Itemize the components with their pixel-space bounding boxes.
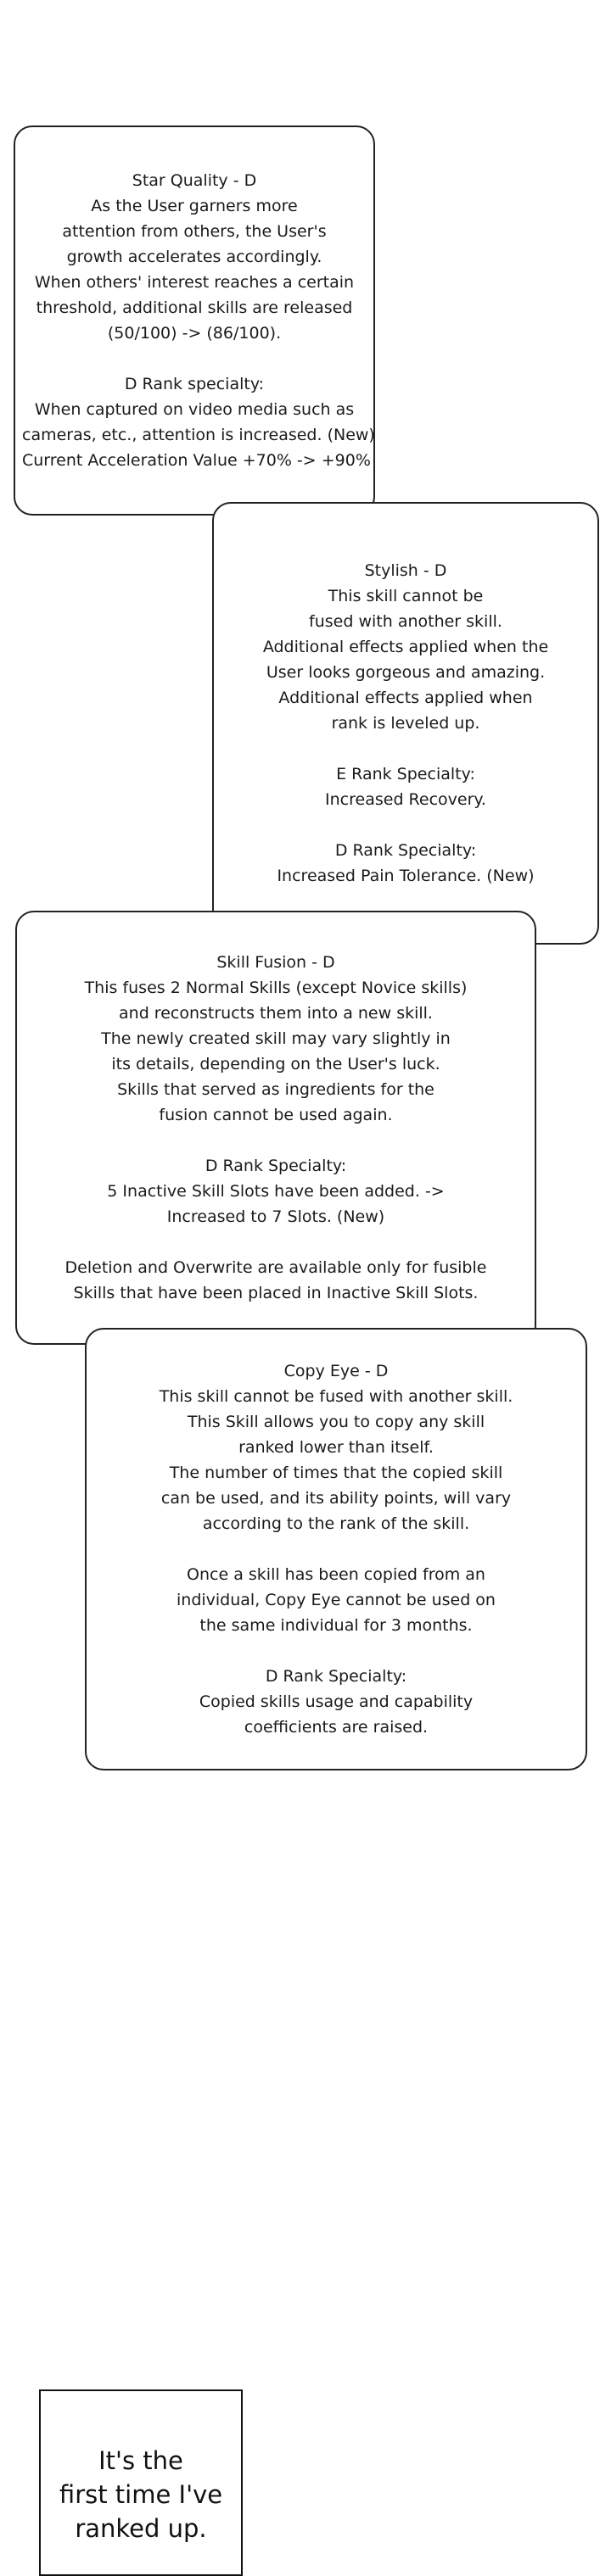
skill-description-line: rank is leveled up. [331,714,480,733]
skill-description-line: 5 Inactive Skill Slots have been added. -> [107,1182,445,1201]
skill-description-line: User looks gorgeous and amazing. [266,663,546,682]
skill-description-line: When captured on video media such as [34,400,355,419]
skill-description-line: This skill cannot be [328,587,484,605]
skill-description-line: As the User garners more [91,197,298,215]
skill-description-line: Once a skill has been copied from an [187,1565,485,1584]
spacer [22,346,367,371]
skill-description-line: the same individual for 3 months. [199,1616,473,1635]
skill-description-line: Increased Pain Tolerance. (New) [277,867,535,885]
skill-panel-copy-eye [85,1328,587,1770]
speech-line: ranked up. [75,2514,207,2543]
skill-panel-skill-fusion [15,911,536,1345]
rank-specialty-heading: D Rank specialty: [124,375,265,393]
skill-description-line: This fuses 2 Normal Skills (except Novice skills) [84,979,468,997]
skill-panel-skill-fusion-text [17,950,535,1306]
skill-description-line: Additional effects applied when the [262,638,549,656]
skill-description-line: Increased Recovery. [325,790,486,809]
spacer [221,736,591,761]
skill-panel-stylish [212,502,599,945]
skill-description-line: can be used, and its ability points, will vary [160,1489,512,1508]
skill-description-line: This Skill allows you to copy any skill [187,1413,485,1431]
skill-description-line: growth accelerates accordingly. [66,248,322,266]
spacer [24,1229,528,1255]
skill-description-line: The number of times that the copied skill [169,1464,503,1482]
skill-panel-stylish-text [214,558,597,889]
skill-description-line: Additional effects applied when [278,689,533,707]
spacer [93,1638,579,1664]
skill-description-line: according to the rank of the skill. [202,1514,470,1533]
skill-description-line: fusion cannot be used again. [159,1106,393,1124]
rank-specialty-heading: E Rank Specialty: [336,765,475,783]
spacer [93,1536,579,1562]
rank-specialty-heading: D Rank Specialty: [334,841,477,860]
skill-description-line: Copied skills usage and capability [199,1692,474,1711]
skill-description-line: cameras, etc., attention is increased. (New) [22,426,375,444]
skill-description-line: and reconstructs them into a new skill. [119,1004,433,1023]
skill-panel-star-quality [14,125,375,516]
skill-panel-star-quality-text [15,168,373,473]
skill-description-line: When others' interest reaches a certain [34,273,355,292]
spacer [24,1128,528,1153]
skill-description-line: Deletion and Overwrite are available only for fusible [64,1258,487,1277]
skill-description-line: individual, Copy Eye cannot be used on [177,1591,496,1609]
speech-line: It's the [98,2446,183,2475]
skill-description-line: The newly created skill may vary slightly in [101,1029,451,1048]
skill-description-line: This skill cannot be fused with another skill. [159,1387,513,1406]
skill-title: Skill Fusion - D [216,953,335,972]
skill-title: Copy Eye - D [283,1362,389,1380]
skill-description-line: its details, depending on the User's luck. [111,1055,440,1073]
skill-panel-copy-eye-text [87,1358,586,1740]
spacer [221,812,591,838]
skill-description-line: threshold, additional skills are released [36,298,353,317]
speech-caption-box [39,2389,243,2576]
rank-specialty-heading: D Rank Specialty: [265,1667,407,1686]
skill-description-line: fused with another skill. [309,612,502,631]
skill-description-line: Increased to 7 Slots. (New) [166,1207,385,1226]
skill-description-line: (50/100) -> (86/100). [107,324,282,343]
rank-specialty-heading: D Rank Specialty: [205,1157,347,1175]
skill-title: Star Quality - D [132,171,257,190]
skill-description-line: coefficients are raised. [244,1718,429,1737]
skill-description-line: Skills that have been placed in Inactive Skill Slots. [73,1284,479,1302]
skill-description-line: attention from others, the User's [62,222,327,241]
skill-title: Stylish - D [364,561,447,580]
speech-caption-text [59,2444,222,2545]
speech-line: first time I've [59,2480,223,2509]
skill-description-line: ranked lower than itself. [238,1438,434,1457]
skill-description-line: Skills that served as ingredients for the [117,1080,434,1099]
skill-description-line: Current Acceleration Value +70% -> +90% [22,451,371,470]
